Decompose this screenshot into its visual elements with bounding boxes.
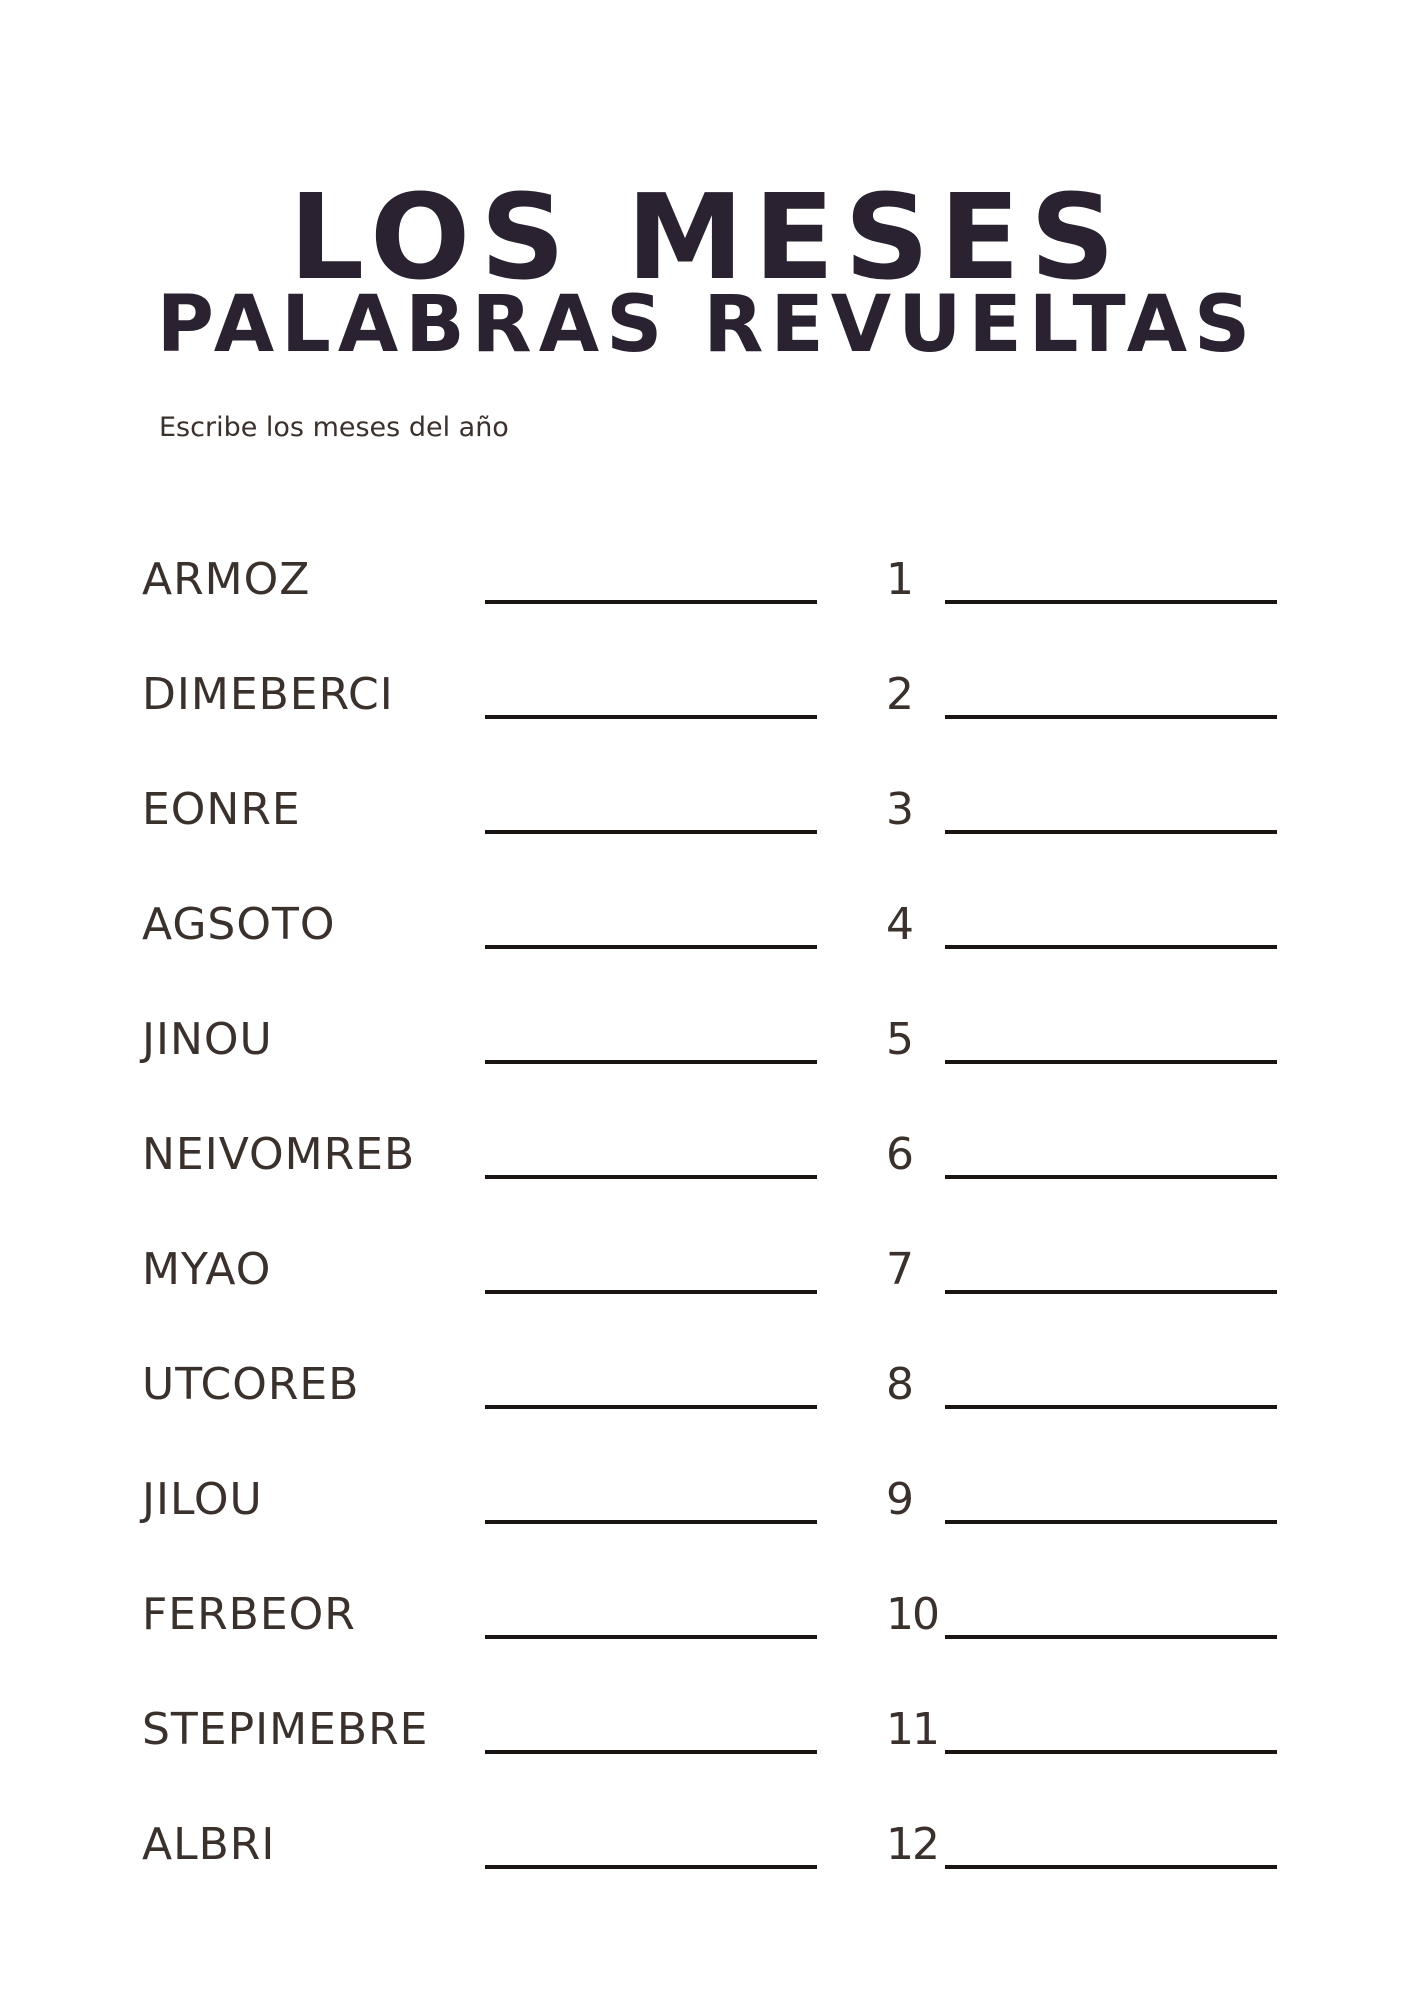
row-number: 2 [886, 669, 912, 720]
answer-line-left [485, 1750, 817, 1754]
scrambled-word: MYAO [142, 1244, 272, 1295]
row-number: 9 [886, 1474, 912, 1525]
answer-line-left [485, 1290, 817, 1294]
row-number: 8 [886, 1359, 912, 1410]
row-number: 11 [886, 1704, 938, 1755]
page-subtitle: PALABRAS REVUELTAS [156, 280, 1258, 370]
scrambled-word: STEPIMEBRE [142, 1704, 429, 1755]
answer-line-left [485, 1405, 817, 1409]
scrambled-word: DIMEBERCI [142, 669, 394, 720]
answer-line-left [485, 1635, 817, 1639]
answer-line-right [945, 600, 1277, 604]
exercise-row [0, 1472, 1414, 1552]
exercise-row [0, 1817, 1414, 1897]
scrambled-word: ARMOZ [142, 554, 311, 605]
exercise-row [0, 782, 1414, 862]
scrambled-word: UTCOREB [142, 1359, 360, 1410]
answer-line-right [945, 1750, 1277, 1754]
scrambled-word: EONRE [142, 784, 301, 835]
exercise-row [0, 1012, 1414, 1092]
scrambled-word: AGSOTO [142, 899, 336, 950]
page-title: LOS MESES [289, 168, 1125, 306]
answer-line-right [945, 1520, 1277, 1524]
exercise-row [0, 897, 1414, 977]
exercise-row [0, 1357, 1414, 1437]
row-number: 12 [886, 1819, 938, 1870]
row-number: 3 [886, 784, 912, 835]
scrambled-word: JINOU [142, 1014, 273, 1065]
answer-line-right [945, 1865, 1277, 1869]
answer-line-left [485, 1865, 817, 1869]
exercise-row [0, 1702, 1414, 1782]
answer-line-left [485, 1520, 817, 1524]
exercise-row [0, 1127, 1414, 1207]
scrambled-word: FERBEOR [142, 1589, 356, 1640]
row-number: 4 [886, 899, 912, 950]
exercise-row [0, 1587, 1414, 1667]
scrambled-word: ALBRI [142, 1819, 276, 1870]
exercise-row [0, 552, 1414, 632]
scrambled-word: JILOU [142, 1474, 263, 1525]
answer-line-left [485, 1175, 817, 1179]
answer-line-right [945, 1290, 1277, 1294]
exercise-row [0, 667, 1414, 747]
answer-line-right [945, 945, 1277, 949]
row-number: 7 [886, 1244, 912, 1295]
answer-line-right [945, 1175, 1277, 1179]
answer-line-right [945, 1635, 1277, 1639]
answer-line-left [485, 945, 817, 949]
row-number: 6 [886, 1129, 912, 1180]
scrambled-word: NEIVOMREB [142, 1129, 416, 1180]
exercise-row [0, 1242, 1414, 1322]
answer-line-right [945, 830, 1277, 834]
answer-line-left [485, 830, 817, 834]
answer-line-left [485, 1060, 817, 1064]
row-number: 10 [886, 1589, 938, 1640]
answer-line-right [945, 715, 1277, 719]
answer-line-left [485, 600, 817, 604]
answer-line-right [945, 1405, 1277, 1409]
answer-line-left [485, 715, 817, 719]
answer-line-right [945, 1060, 1277, 1064]
row-number: 1 [886, 554, 912, 605]
row-number: 5 [886, 1014, 912, 1065]
instruction-text: Escribe los meses del año [159, 412, 509, 443]
